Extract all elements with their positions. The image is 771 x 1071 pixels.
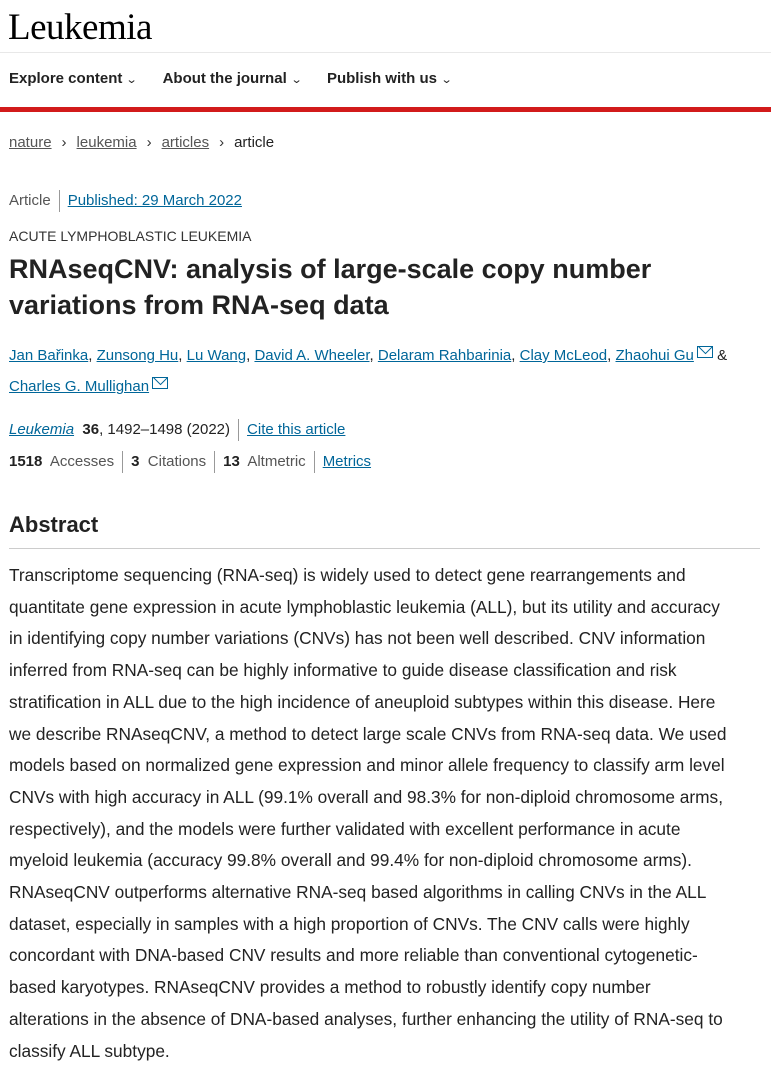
author-link[interactable]: Lu Wang	[186, 347, 247, 364]
author-link[interactable]: Charles G. Mullighan	[9, 378, 150, 395]
author-link[interactable]: Zhaohui Gu	[615, 347, 694, 364]
author-link[interactable]: Jan Bařinka	[9, 347, 89, 364]
breadcrumb-nature[interactable]: nature	[9, 134, 52, 151]
nav-label: Publish with us	[326, 70, 437, 87]
published-date[interactable]: Published: 29 March 2022	[67, 191, 242, 209]
citation	[9, 419, 345, 441]
metrics-link[interactable]: Metrics	[322, 452, 372, 470]
journal-logo[interactable]: Leukemia	[8, 7, 152, 48]
breadcrumb-current: article	[234, 134, 275, 151]
author-link[interactable]: David A. Wheeler	[254, 347, 370, 364]
citations-count: 3	[131, 452, 140, 470]
abstract-line: in identifying copy number variations (CNVs) has not been well described. CNV information	[9, 628, 706, 649]
abstract-line: RNAseqCNV outperforms alternative RNA-seq based algorithms in calling CNVs in the ALL	[9, 882, 707, 903]
email-icon[interactable]	[152, 377, 168, 389]
author-link[interactable]: Clay McLeod	[519, 347, 608, 364]
abstract-line: models based on normalized gene expression and minor allele frequency to classify arm level	[9, 755, 725, 776]
chevron-down-icon: ⌄	[440, 74, 453, 86]
cite-article-link[interactable]: Cite this article	[247, 420, 346, 438]
accesses-count: 1518	[9, 452, 43, 470]
breadcrumb	[9, 134, 274, 151]
chevron-right-icon: ›	[219, 134, 225, 151]
author-list: Jan Bařinka, Zunsong Hu, Lu Wang, David A. Wheeler, Delaram Rahbarinia, Clay McLeod, Zhaohui Gu & Charles G. Mullighan	[9, 347, 728, 395]
subject[interactable]: ACUTE LYMPHOBLASTIC LEUKEMIA	[9, 228, 252, 244]
altmetric-count: 13	[223, 452, 240, 470]
nav-about-journal[interactable]	[163, 70, 301, 87]
article-metrics	[9, 451, 371, 473]
abstract-line: stratification in ALL due to the high incidence of aneuploid subtypes within this disease. Here	[9, 691, 716, 712]
volume: 36	[82, 420, 100, 438]
chevron-right-icon: ›	[61, 134, 67, 151]
article-title: RNAseqCNV: analysis of large-scale copy number variations from RNA-seq data	[9, 254, 652, 320]
article-type: Article	[9, 191, 51, 209]
divider	[0, 52, 771, 53]
accent-bar	[0, 107, 771, 112]
abstract-line: quantitate gene expression in acute lymphoblastic leukemia (ALL), but its utility and accuracy	[9, 596, 720, 617]
abstract-line: dataset, especially in samples with a high proportion of CNVs. The CNV calls were highly	[9, 913, 690, 934]
journal-link[interactable]: Leukemia	[9, 420, 75, 438]
pages: , 1492–1498 (2022)	[99, 420, 231, 438]
author-link[interactable]: Delaram Rahbarinia	[377, 347, 512, 364]
altmetric-label: Altmetric	[247, 452, 306, 470]
chevron-down-icon: ⌄	[290, 74, 303, 86]
nav-explore-content[interactable]	[9, 70, 137, 87]
abstract-line: CNVs with high accuracy in ALL (99.1% overall and 98.3% for non-diploid chromosome arms,	[9, 786, 723, 807]
abstract-line: we describe RNAseqCNV, a method to detect large scale CNVs from RNA-seq data. We used	[9, 723, 727, 744]
main-nav	[9, 70, 451, 87]
accesses-label: Accesses	[49, 452, 115, 470]
abstract-line: classify ALL subtype.	[9, 1040, 170, 1061]
nav-label: About the journal	[162, 70, 287, 87]
author-link[interactable]: Zunsong Hu	[96, 347, 179, 364]
abstract-line: respectively), and the models were further validated with excellent performance in acute	[9, 818, 681, 839]
abstract-line: based karyotypes. RNAseqCNV provides a method to robustly identify copy number	[9, 977, 651, 998]
nav-publish[interactable]	[327, 70, 451, 87]
breadcrumb-leukemia[interactable]: leukemia	[76, 134, 137, 151]
abstract-line: concordant with DNA-based CNV results and more reliable than conventional cytogenetic-	[9, 945, 698, 966]
chevron-down-icon: ⌄	[125, 74, 138, 86]
divider	[9, 548, 760, 549]
breadcrumb-articles[interactable]: articles	[161, 134, 210, 151]
abstract-heading: Abstract	[9, 512, 99, 537]
nav-label: Explore content	[9, 70, 123, 87]
chevron-right-icon: ›	[146, 134, 152, 151]
abstract-line: Transcriptome sequencing (RNA-seq) is widely used to detect gene rearrangements and	[9, 565, 686, 585]
abstract-line: myeloid leukemia (accuracy 99.8% overall and 99.4% for non-diploid chromosome arms).	[9, 850, 692, 871]
abstract-text	[9, 560, 727, 1067]
abstract-line: inferred from RNA-seq can be highly informative to guide disease classification and risk	[9, 660, 677, 681]
citations-label: Citations	[147, 452, 207, 470]
ampersand: &	[717, 347, 728, 364]
article-meta	[9, 190, 242, 212]
email-icon[interactable]	[697, 346, 713, 358]
abstract-line: alterations in the absence of DNA-based analyses, further enhancing the utility of RNA-seq to	[9, 1008, 723, 1029]
